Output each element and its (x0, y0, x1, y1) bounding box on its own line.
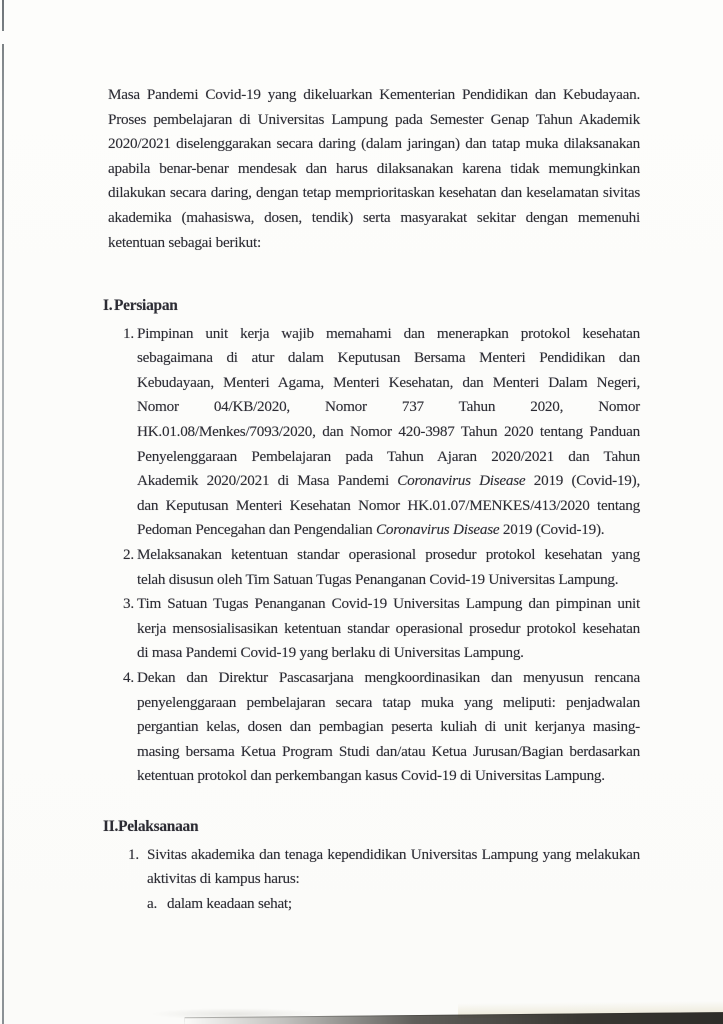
text-line: ketentuan protokol dan perkembangan kasus Covid-19 di Universitas Lampung. (137, 767, 605, 785)
numbered-list (103, 843, 640, 917)
text-line: apabila benar-benar mendesak dan harus dilaksanakan karena tidak memungkinkan (108, 159, 640, 177)
text-line: Tim Satuan Tugas Penanganan Covid-19 Universitas Lampung dan pimpinan unit (137, 595, 640, 613)
text-line: Proses pembelajaran di Universitas Lampung pada Semester Genap Tahun Akademik (108, 110, 640, 128)
text-line: Pimpinan unit kerja wajib memahami dan menerapkan protokol kesehatan (137, 324, 640, 342)
text-line: Melaksanakan ketentuan standar operasional prosedur protokol kesehatan yang (137, 545, 640, 563)
section-title: Persiapan (114, 297, 178, 314)
sub-list-item-a (147, 892, 640, 917)
text-line: ketentuan sebagai berikut: (108, 233, 261, 251)
item-number: 1. (128, 845, 139, 863)
document-content (103, 0, 640, 1024)
item-number: 1. (123, 324, 134, 342)
text-line: masing bersama Ketua Program Studi dan/atau Ketua Jurusan/Bagian berdasarkan (137, 742, 640, 760)
text-line: telah disusun oleh Tim Satuan Tugas Penanganan Covid-19 Universitas Lampung. (137, 570, 619, 588)
italic-term: Coronavirus Disease (397, 472, 526, 490)
text-line: pergantian kelas, dosen dan pembagian peserta kuliah di unit kerjanya masing- (137, 718, 640, 736)
list-item-3 (103, 592, 640, 666)
section-persiapan (103, 294, 640, 789)
list-item-1 (103, 843, 640, 917)
text-line: HK.01.08/Menkes/7093/2020, dan Nomor 420-3987 Tahun 2020 tentang Panduan (137, 422, 640, 440)
text-line: dan Keputusan Menteri Kesehatan Nomor HK.01.07/MENKES/413/2020 tentang (137, 496, 640, 514)
text-segment: Pedoman Pencegahan dan Pengendalian (137, 521, 376, 539)
text-line: kerja mensosialisasikan ketentuan standar operasional prosedur protokol kesehatan (137, 619, 640, 637)
text-segment: 2019 (Covid-19). (499, 521, 605, 539)
text-line: Kebudayaan, Menteri Agama, Menteri Kesehatan, dan Menteri Dalam Negeri, (137, 373, 640, 391)
list-item-1 (103, 322, 640, 543)
subitem-marker: a. (147, 894, 158, 912)
text-line: penyelenggaraan pembelajaran secara tatap muka yang meliputi: penjadwalan (137, 693, 640, 711)
text-line: Penyelenggaraan Pembelajaran pada Tahun Ajaran 2020/2021 dan Tahun (137, 447, 640, 465)
text-line: Nomor 04/KB/2020, Nomor 737 Tahun 2020, Nomor (137, 398, 640, 416)
scan-left-edge-notch (0, 31, 7, 44)
numbered-list (103, 322, 640, 789)
text-line (137, 518, 640, 543)
text-line: Sivitas akademika dan tenaga kependidikan Universitas Lampung yang melakukan (147, 845, 640, 863)
text-line: dalam keadaan sehat; (167, 894, 292, 912)
text-line: 2020/2021 diselenggarakan secara daring (dalam jaringan) dan tatap muka dilaksanakan (108, 135, 640, 153)
text-line: sebagaimana di atur dalam Keputusan Bersama Menteri Pendidikan dan (137, 349, 640, 367)
item-number: 4. (123, 668, 134, 686)
list-item-2 (103, 543, 640, 592)
section-heading (103, 294, 640, 319)
section-numeral: I. (103, 297, 113, 314)
text-segment: Akademik 2020/2021 di Masa Pandemi (137, 472, 398, 490)
italic-term: Coronavirus Disease (375, 521, 500, 539)
item-number: 2. (123, 545, 134, 563)
text-line: di masa Pandemi Covid-19 yang berlaku di Universitas Lampung. (137, 644, 524, 662)
section-heading (103, 815, 640, 840)
text-line: akademika (mahasiswa, dosen, tendik) serta masyarakat sekitar dengan memenuhi (108, 208, 640, 226)
text-segment: 2019 (Covid-19), (525, 472, 641, 490)
text-line: dilakukan secara daring, dengan tetap memprioritaskan kesehatan dan keselamatan sivitas (108, 184, 640, 202)
list-item-4 (103, 666, 640, 789)
text-line: aktivitas di kampus harus: (147, 870, 300, 888)
scan-left-edge (2, 0, 4, 1024)
text-line (137, 469, 640, 494)
intro-paragraph (103, 83, 640, 255)
item-number: 3. (123, 595, 134, 613)
section-pelaksanaan (103, 815, 640, 916)
section-title: Pelaksanaan (118, 818, 199, 835)
section-numeral: II. (103, 818, 119, 835)
text-line: Masa Pandemi Covid-19 yang dikeluarkan Kementerian Pendidikan dan Kebudayaan. (108, 86, 640, 103)
text-line: Dekan dan Direktur Pascasarjana mengkoordinasikan dan menyusun rencana (137, 668, 640, 686)
